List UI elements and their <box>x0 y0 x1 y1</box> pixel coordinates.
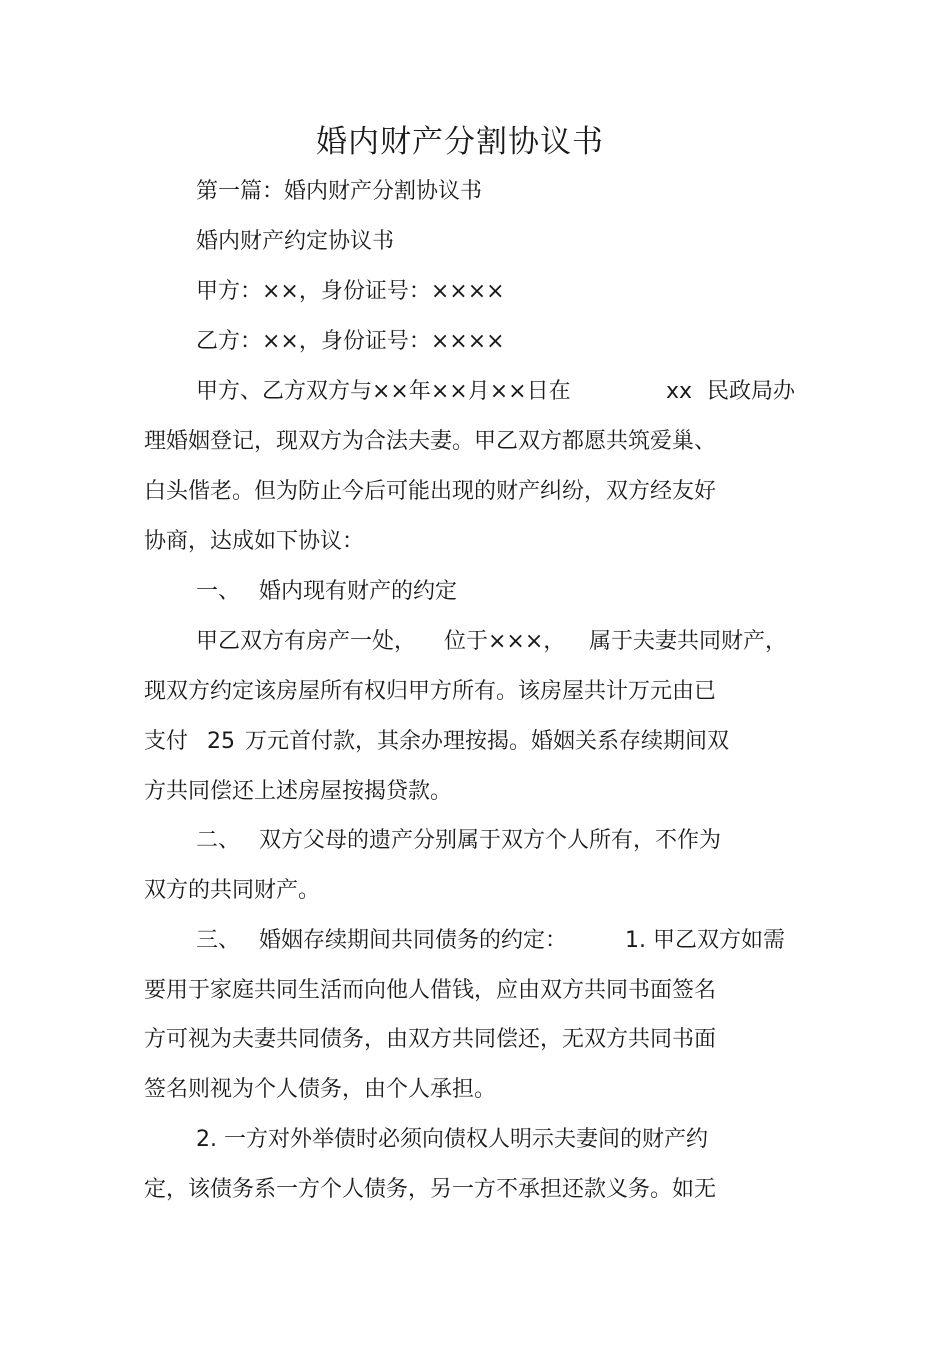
paragraph-line: 位于×××， <box>444 629 566 654</box>
paragraph-line: 万元首付款，其余办理按揭。婚姻关系存续期间双 <box>245 729 730 754</box>
section-number: 三、 <box>196 928 241 953</box>
section-number: 二、 <box>196 828 241 853</box>
paragraph-line: 签名则视为个人债务，由个人承担。 <box>144 1077 497 1102</box>
paragraph-line: 方可视为夫妻共同债务，由双方共同偿还，无双方共同书面 <box>144 1027 717 1052</box>
paragraph-line: 属于夫妻共同财产， <box>589 629 788 654</box>
paragraph-line: 1. 甲乙双方如需 <box>625 928 785 953</box>
paragraph-line: 甲乙双方有房产一处， <box>196 629 417 654</box>
paragraph-line: 理婚姻登记，现双方为合法夫妻。甲乙双方都愿共筑爱巢、 <box>144 429 717 454</box>
party-a: 甲方：××，身份证号：×××× <box>196 279 505 304</box>
paragraph-line: 协商，达成如下协议： <box>144 529 365 554</box>
paragraph-line: xx <box>666 379 693 404</box>
paragraph-line: 方共同偿还上述房屋按揭贷款。 <box>144 779 453 804</box>
chapter-heading: 第一篇：婚内财产分割协议书 <box>196 179 483 204</box>
section-heading: 婚内现有财产的约定 <box>259 579 458 604</box>
paragraph-line: 甲方、乙方双方与××年××月××日在 <box>196 379 571 404</box>
paragraph-line: 双方的共同财产。 <box>144 878 321 903</box>
subtitle: 婚内财产约定协议书 <box>196 229 395 254</box>
party-b: 乙方：××，身份证号：×××× <box>196 329 505 354</box>
paragraph-line: 定，该债务系一方个人债务，另一方不承担还款义务。如无 <box>144 1177 717 1202</box>
paragraph-line: 白头偕老。但为防止今后可能出现的财产纠纷，双方经友好 <box>144 479 717 504</box>
paragraph-line: 要用于家庭共同生活而向他人借钱，应由双方共同书面签名 <box>144 978 717 1003</box>
section-number: 一、 <box>196 579 241 604</box>
paragraph-line: 现双方约定该房屋所有权归甲方所有。该房屋共计万元由已 <box>144 679 717 704</box>
paragraph-line: 双方父母的遗产分别属于双方个人所有，不作为 <box>259 828 722 853</box>
document-title: 婚内财产分割协议书 <box>316 124 604 160</box>
paragraph-line: 2. 一方对外举债时必须向债权人明示夫妻间的财产约 <box>196 1127 708 1152</box>
paragraph-line: 支付 <box>144 729 189 754</box>
section-heading: 婚姻存续期间共同债务的约定： <box>259 928 568 953</box>
paragraph-line: 民政局办 <box>707 379 796 404</box>
paragraph-line: 25 <box>207 729 235 754</box>
